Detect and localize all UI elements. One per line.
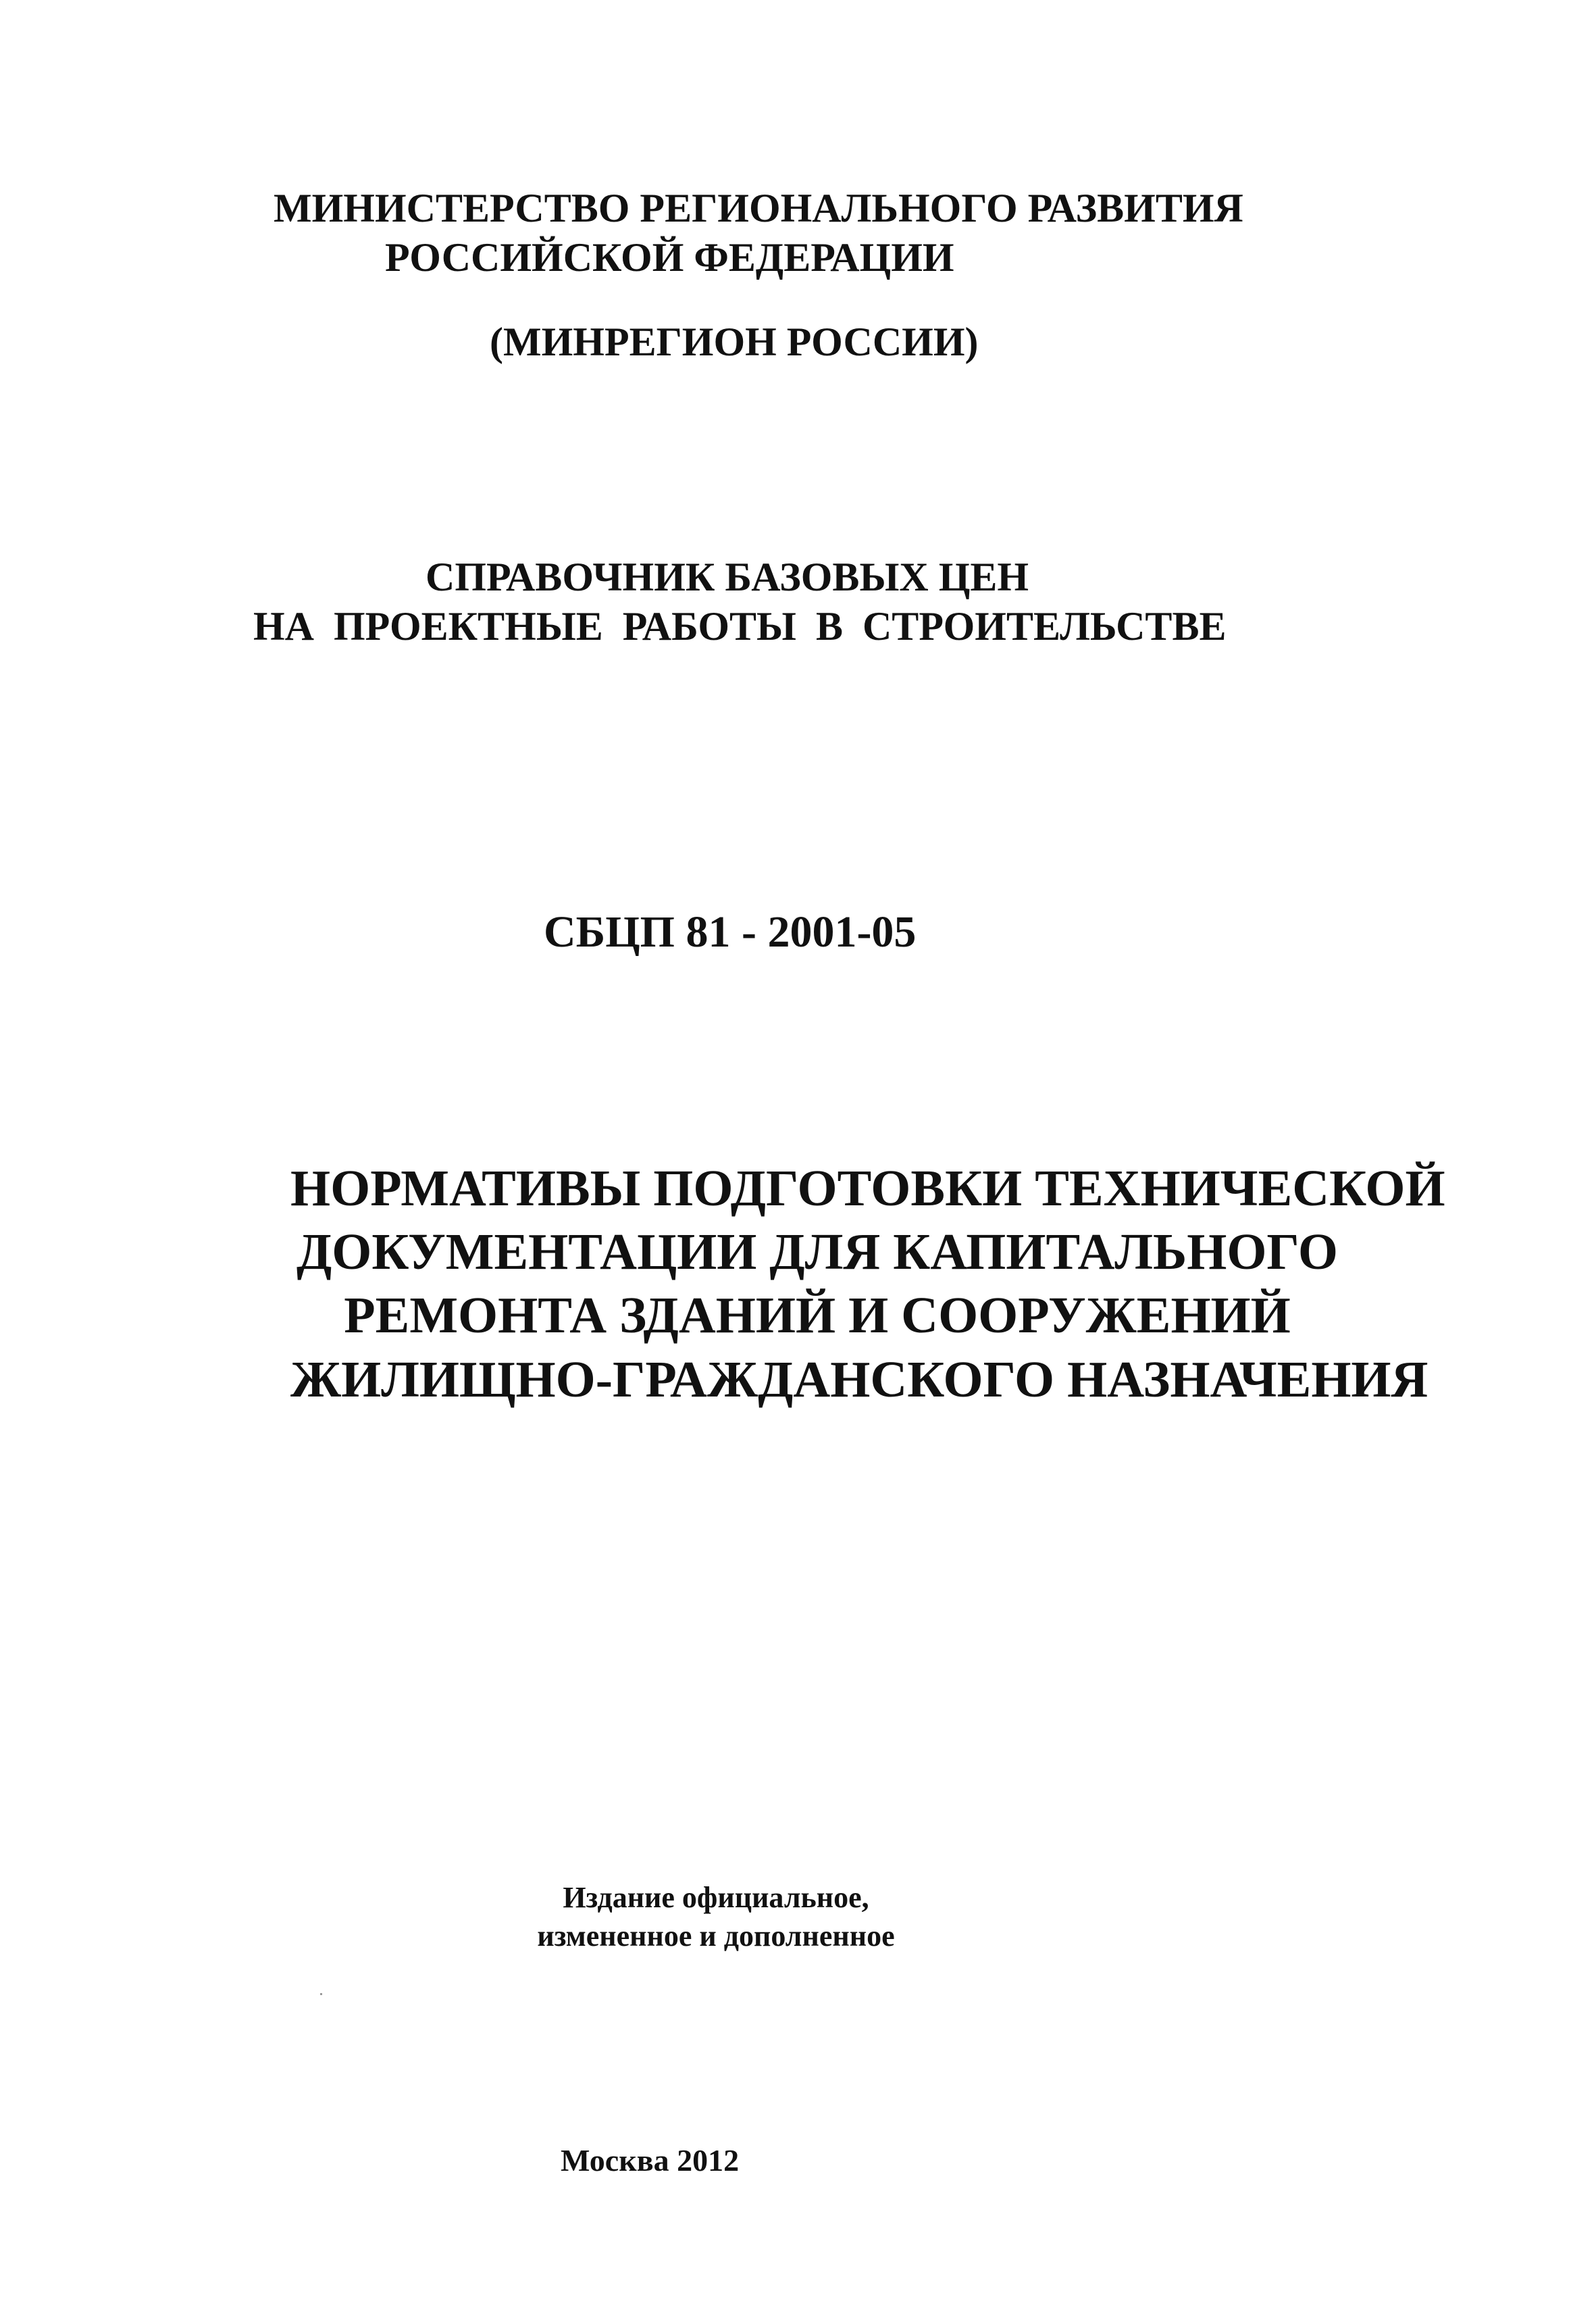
document-title (290, 1157, 1445, 1411)
edition-note (500, 1878, 932, 1955)
title-line-1: НОРМАТИВЫ ПОДГОТОВКИ ТЕХНИЧЕСКОЙ (290, 1160, 1445, 1217)
title-line-4: ЖИЛИЩНО-ГРАЖДАНСКОГО НАЗНАЧЕНИЯ (290, 1351, 1428, 1408)
city-year: Москва 2012 (561, 2143, 740, 2178)
edition-line-1: Издание официальное, (563, 1881, 869, 1914)
ministry-line-2: РОССИЙСКОЙ ФЕДЕРАЦИИ (385, 235, 954, 280)
title-line-3: РЕМОНТА ЗДАНИЙ И СООРУЖЕНИЙ (344, 1287, 1291, 1344)
ministry-line-1: МИНИСТЕРСТВО РЕГИОНАЛЬНОГО РАЗВИТИЯ (274, 186, 1243, 230)
edition-line-2: измененное и дополненное (537, 1919, 895, 1953)
document-code: СБЦП 81 - 2001-05 (544, 907, 917, 957)
handbook-line-1: СПРАВОЧНИК БАЗОВЫХ ЦЕН (426, 555, 1029, 599)
handbook-heading (253, 553, 1226, 651)
scan-speck (320, 1993, 322, 1995)
ministry-abbreviation: (МИНРЕГИОН РОССИИ) (490, 320, 979, 364)
handbook-line-2: НА ПРОЕКТНЫЕ РАБОТЫ В СТРОИТЕЛЬСТВЕ (253, 604, 1227, 649)
ministry-heading (274, 184, 1243, 282)
title-line-2: ДОКУМЕНТАЦИИ ДЛЯ КАПИТАЛЬНОГО (296, 1224, 1339, 1281)
